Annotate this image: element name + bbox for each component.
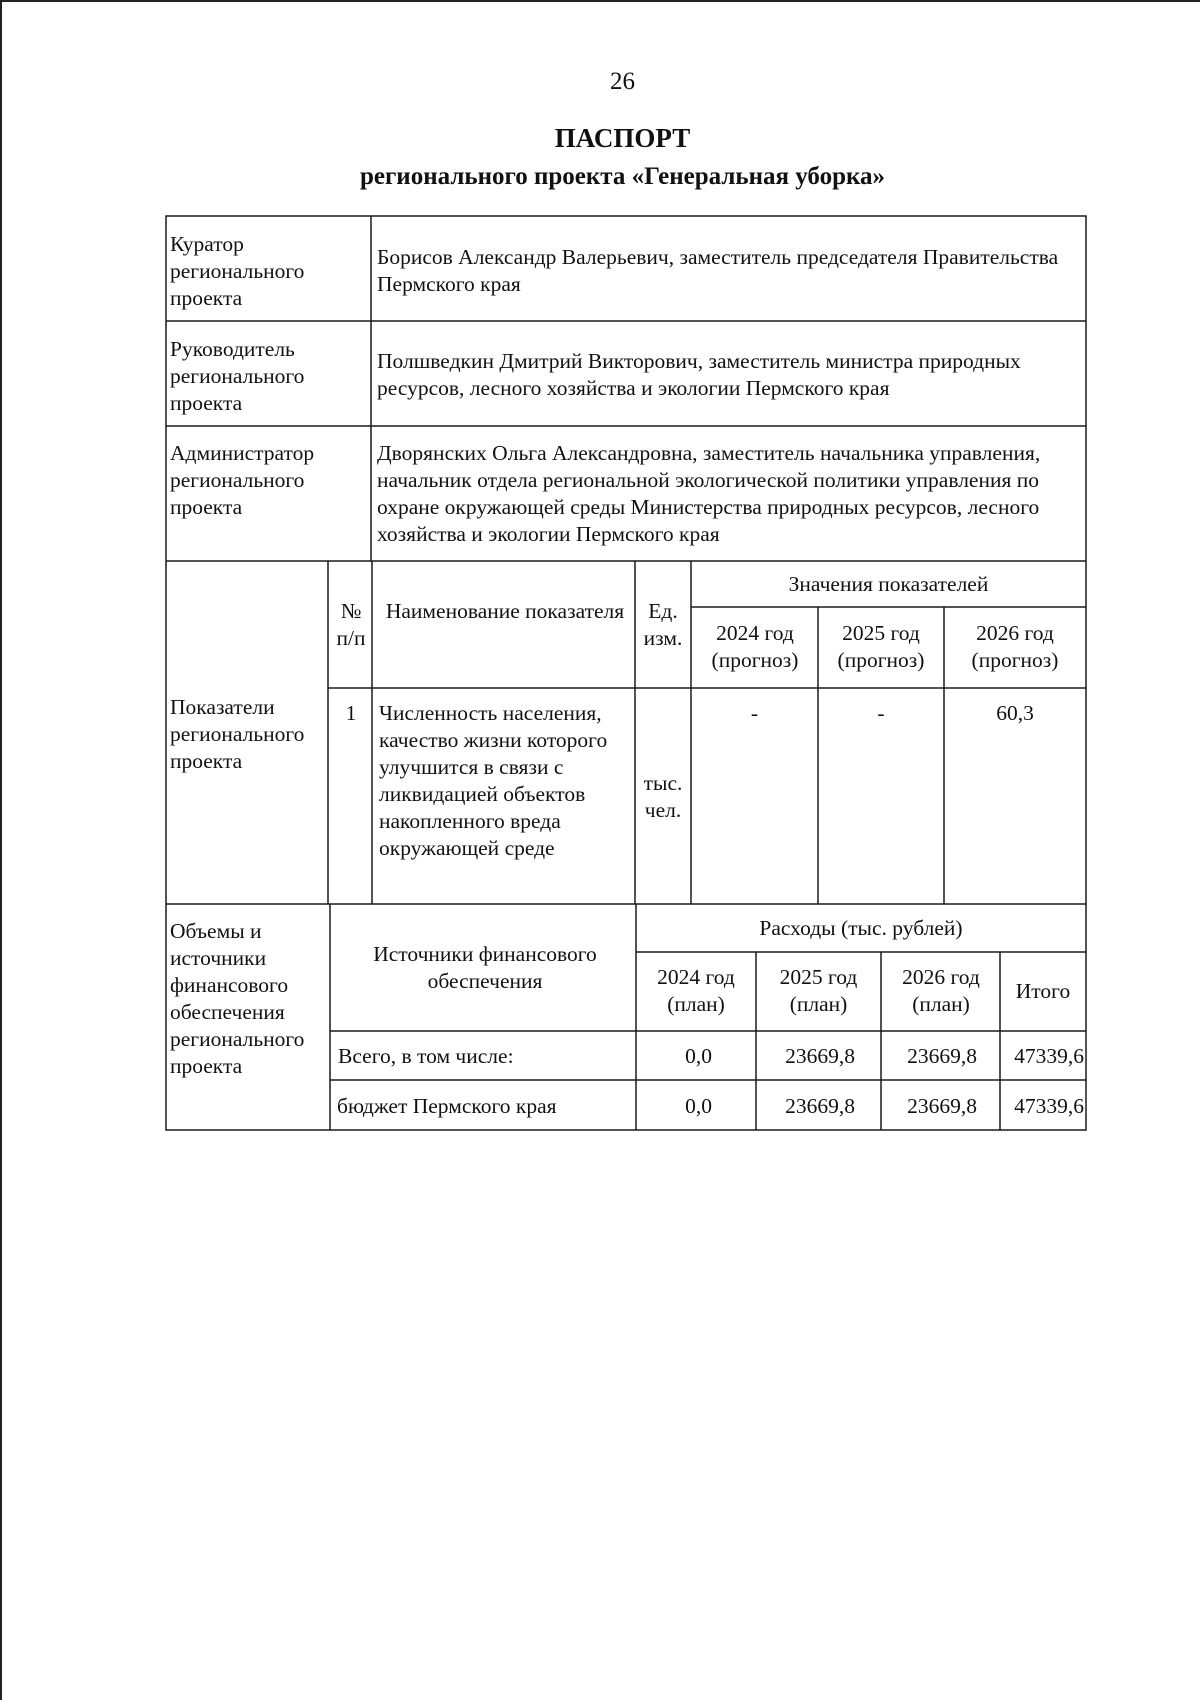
funding-col-expenses: Расходы (тыс. рублей) (759, 916, 963, 940)
funding-row-total-2024: 0,0 (685, 1044, 712, 1068)
funding-row-total-2025: 23669,8 (785, 1044, 855, 1068)
indicators-col-unit: Ед. изм. (643, 599, 683, 650)
funding-row-total-sum: 47339,6 (1014, 1044, 1084, 1068)
funding-row-total-2026: 23669,8 (907, 1044, 977, 1068)
curator-value: Борисов Александр Валерьевич, заместитель председателя Правительства Пермского края (377, 245, 1059, 296)
indicator-row-name: Численность населения, качество жизни которого улучшится в связи с ликвидацией объектов накопленного вреда окружающей среде (379, 701, 608, 860)
indicators-year-2026: 2026 год (прогноз) (971, 621, 1059, 672)
indicators-label: Показатели регионального проекта (170, 695, 305, 773)
indicators-year-2025: 2025 год (прогноз) (837, 621, 925, 672)
funding-row-budget-source: бюджет Пермского края (337, 1094, 557, 1118)
indicator-row-unit: тыс. чел. (643, 771, 683, 822)
document-subtitle: регионального проекта «Генеральная уборка» (359, 163, 886, 190)
indicators-year-2024: 2024 год (прогноз) (711, 621, 799, 672)
page-number: 26 (610, 68, 635, 95)
administrator-label: Администратор регионального проекта (170, 441, 315, 519)
funding-year-2026: 2026 год (план) (902, 965, 980, 1016)
funding-row-budget-2025: 23669,8 (785, 1094, 855, 1118)
funding-label: Объемы и источники финансового обеспечения регионального проекта (170, 919, 305, 1078)
funding-year-2025: 2025 год (план) (779, 965, 858, 1016)
indicator-row-value-2024: - (750, 701, 759, 725)
funding-year-2024: 2024 год (план) (657, 965, 735, 1016)
funding-row-budget-2024: 0,0 (685, 1094, 712, 1118)
funding-total-header: Итого (1015, 979, 1071, 1003)
project-head-label: Руководитель регионального проекта (170, 337, 305, 415)
funding-row-budget-2026: 23669,8 (907, 1094, 977, 1118)
document-title: ПАСПОРТ (554, 123, 691, 153)
indicator-row-value-2026: 60,3 (996, 701, 1034, 725)
funding-row-total-source: Всего, в том числе: (338, 1044, 514, 1068)
indicator-row-num: 1 (345, 701, 357, 725)
funding-row-budget-sum: 47339,6 (1014, 1094, 1084, 1118)
administrator-value: Дворянских Ольга Александровна, заместитель начальника управления, начальник отдела региональной экологической политики управления по охране окружающей среды Министерства природных ресурсов, лесного хозяйства и экологии Пермского края (377, 441, 1041, 546)
indicators-col-name: Наименование показателя (385, 599, 625, 623)
funding-col-source: Источники финансового обеспечения (373, 942, 597, 993)
curator-label: Куратор регионального проекта (170, 232, 305, 310)
project-head-value: Полшведкин Дмитрий Викторович, заместитель министра природных ресурсов, лесного хозяйства и экологии Пермского края (377, 349, 1021, 400)
indicators-col-values: Значения показателей (788, 572, 989, 596)
indicators-col-num: № п/п (336, 599, 366, 650)
indicator-row-value-2025: - (877, 701, 885, 725)
